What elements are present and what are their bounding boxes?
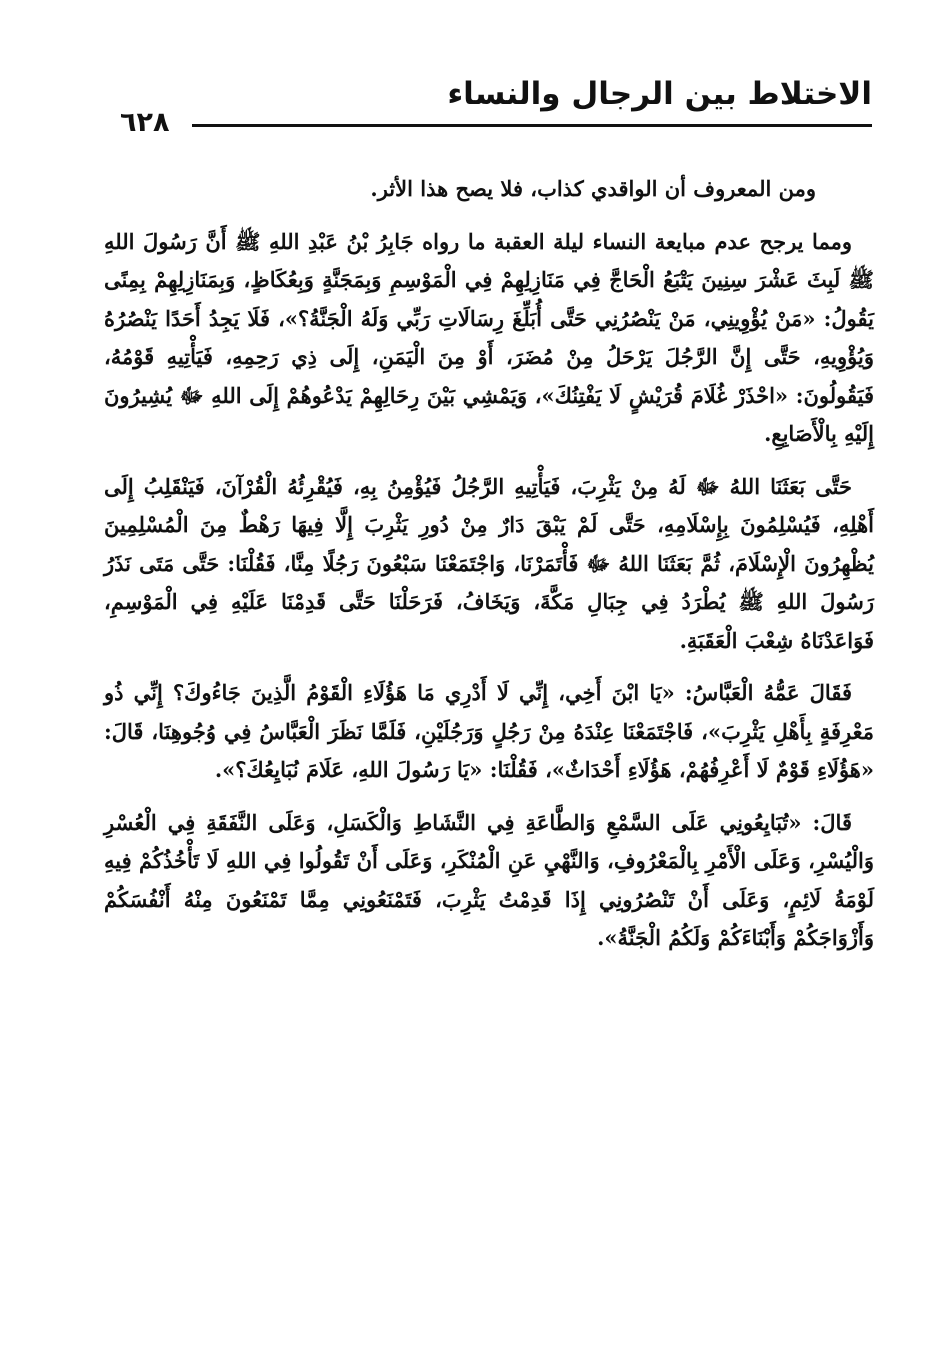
body-text: [104, 170, 874, 972]
paragraph-2: ومما يرجح عدم مبايعة النساء ليلة العقبة ما رواه جَابِرُ بْنُ عَبْدِ اللهِ ﷺ أَنَّ رَسُولَ اللهِ ﷺ لَبِثَ عَشْرَ سِنِينَ يَتْبَعُ الْحَاجَّ فِي مَنَازِلِهِمْ فِي الْمَوْسِمِ وَبِمَجَنَّةٍ وَبِعُكَاظٍ، وَبِمَنَازِلِهِمْ بِمِنًى يَقُولُ: «مَنْ يُؤْوِينِي، مَنْ يَنْصُرُنِي حَتَّى أُبَلِّغَ رِسَالَاتِ رَبِّي وَلَهُ الْجَنَّةُ؟»، فَلَا يَجِدُ أَحَدًا يَنْصُرُهُ وَيُؤْوِيهِ، حَتَّى إِنَّ الرَّجُلَ يَرْحَلُ مِنْ مُضَرَ، أَوْ مِنَ الْيَمَنِ، إِلَى ذِي رَحِمِهِ، فَيَأْتِيهِ قَوْمُهُ، فَيَقُولُونَ: «احْذَرْ غُلَامَ قُرَيْشٍ لَا يَفْتِنُكَ»، وَيَمْشِي بَيْنَ رِحَالِهِمْ يَدْعُوهُمْ إِلَى اللهِ ﷻ يُشِيرُونَ إِلَيْهِ بِالْأَصَابِعِ.: [104, 228, 874, 446]
paragraph-1: ومن المعروف أن الواقدي كذاب، فلا يصح هذا الأثر.: [370, 176, 816, 201]
page-number: ٦٢٨: [120, 107, 170, 138]
page-header: [120, 68, 872, 138]
header-rule: [192, 124, 872, 127]
paragraph-4: فَقَالَ عَمُّهُ الْعَبَّاسُ: «يَا ابْنَ أَخِي، إِنِّي لَا أَدْرِي مَا هَؤُلَاءِ الْقَوْمُ الَّذِينَ جَاءُوكَ؟ إِنِّي ذُو مَعْرِفَةٍ بِأَهْلِ يَثْرِبَ»، فَاجْتَمَعْنَا عِنْدَهُ مِنْ رَجُلٍ وَرَجُلَيْنِ، فَلَمَّا نَظَرَ الْعَبَّاسُ فِي وُجُوهِنَا، قَالَ: «هَؤُلَاءِ قَوْمٌ لَا أَعْرِفُهُمْ، هَؤُلَاءِ أَحْدَاثٌ»، فَقُلْنَا: «يَا رَسُولَ اللهِ، عَلَامَ نُبَايِعُكَ؟».: [104, 680, 874, 782]
running-title: الاختلاط بين الرجال والنساء: [447, 76, 872, 112]
paragraph-3: حَتَّى بَعَثَنَا اللهُ ﷻ لَهُ مِنْ يَثْرِبَ، فَيَأْتِيهِ الرَّجُلُ فَيُؤْمِنُ بِهِ، فَيُقْرِئُهُ الْقُرْآنَ، فَيَنْقَلِبُ إِلَى أَهْلِهِ، فَيُسْلِمُونَ بِإِسْلَامِهِ، حَتَّى لَمْ يَبْقَ دَارٌ مِنْ دُورِ يَثْرِبَ إِلَّا فِيهَا رَهْطٌ مِنَ الْمُسْلِمِينَ يُظْهِرُونَ الْإِسْلَامَ، ثُمَّ بَعَثَنَا اللهُ ﷻ فَأْتَمَرْنَا، وَاجْتَمَعْنَا سَبْعُونَ رَجُلًا مِنَّا، فَقُلْنَا: حَتَّى مَتَى نَذَرُ رَسُولَ اللهِ ﷺ يُطْرَدُ فِي جِبَالِ مَكَّةَ، وَيَخَافُ، فَرَحَلْنَا حَتَّى قَدِمْنَا عَلَيْهِ فِي الْمَوْسِمِ، فَوَاعَدْنَاهُ شِعْبَ الْعَقَبَةِ.: [104, 473, 874, 653]
paragraph-5: قَالَ: «تُبَايِعُونِي عَلَى السَّمْعِ وَالطَّاعَةِ فِي النَّشَاطِ وَالْكَسَلِ، وَعَلَى النَّفَقَةِ فِي الْعُسْرِ وَالْيُسْرِ، وَعَلَى الْأَمْرِ بِالْمَعْرُوفِ، وَالنَّهْيِ عَنِ الْمُنْكَرِ، وَعَلَى أَنْ تَقُولُوا فِي اللهِ لَا تَأْخُذُكُمْ فِيهِ لَوْمَةُ لَائِمٍ، وَعَلَى أَنْ تَنْصُرُونِي إِذَا قَدِمْتُ يَثْرِبَ، فَتَمْنَعُونِي مِمَّا تَمْنَعُونَ مِنْهُ أَنْفُسَكُمْ وَأَزْوَاجَكُمْ وَأَبْنَاءَكُمْ وَلَكُمُ الْجَنَّةُ».: [104, 809, 874, 950]
